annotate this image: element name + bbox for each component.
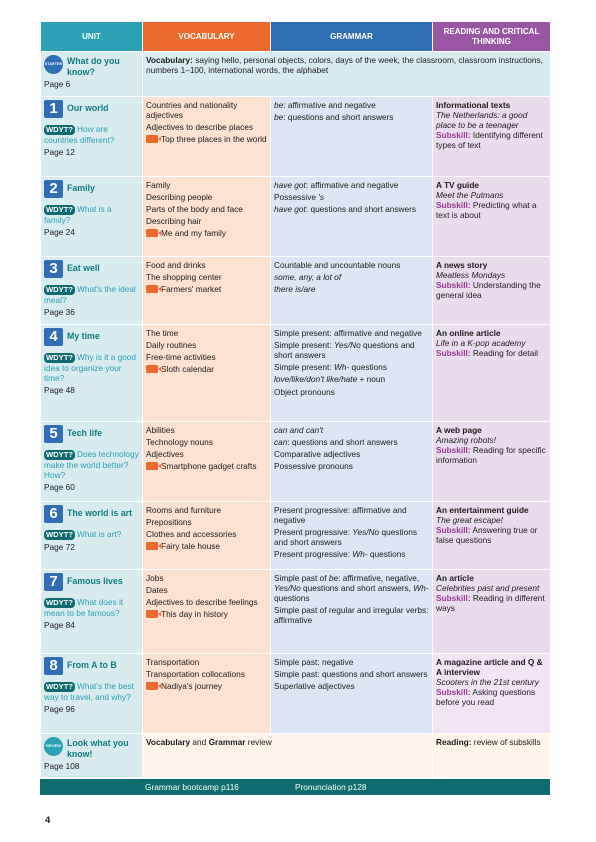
grammar-text: questions and short answers, — [300, 583, 414, 594]
vocabulary-item: Parts of the body and face — [146, 204, 243, 215]
grammar-item — [274, 461, 429, 471]
review-vocab-bold: Vocabulary — [146, 737, 191, 747]
grammar-text: Wh- — [352, 549, 368, 560]
vocabulary-cell — [143, 257, 271, 325]
review-row — [41, 734, 551, 778]
subskill — [436, 130, 547, 150]
vocabulary-item: Family — [146, 180, 171, 190]
vocabulary-item: Adjectives to describe places — [146, 122, 253, 133]
reading-title: Celebrities past and present — [436, 583, 540, 594]
wdyt-question — [44, 449, 139, 480]
reading-type: An entertainment guide — [436, 505, 529, 515]
video-title: Nadiya's journey — [161, 681, 223, 692]
unit-page: Page 60 — [44, 482, 75, 493]
grammar-bootcamp-link[interactable]: Grammar bootcamp p116 — [145, 782, 239, 792]
reading-title: Scooters in the 21st century — [436, 677, 539, 688]
reading-title: The great escape! — [436, 515, 503, 526]
vocabulary-item: Technology nouns — [146, 437, 213, 448]
unit-heading — [44, 573, 139, 591]
wdyt-question-text: Why is it a good idea to organize your time? — [44, 352, 137, 384]
contents-table — [40, 21, 551, 778]
grammar-text: Wh- — [333, 362, 350, 373]
wdyt-badge: WDYT? — [46, 353, 73, 362]
header-vocabulary: VOCABULARY — [143, 22, 271, 52]
vocabulary-item: Clothes and accessories — [146, 529, 237, 540]
subskill-label: Subskill: — [436, 593, 471, 604]
grammar-text: Countable and uncountable nouns — [274, 260, 401, 270]
grammar-text: Simple present: affirmative and negative — [274, 328, 422, 338]
video-title: Farmers' market — [161, 284, 222, 295]
unit-row — [41, 177, 551, 257]
reading-type: A TV guide — [436, 180, 480, 190]
grammar-text: Present progressive: affirmative and negative — [274, 505, 407, 526]
unit-row — [41, 502, 551, 570]
header-grammar: GRAMMAR — [271, 22, 433, 52]
unit-heading — [44, 657, 139, 675]
reading-cell — [433, 502, 551, 570]
starter-vocab-text: saying hello, personal objects, colors, days of the week, the classroom, classroom instructions, numbers 1–100, international words, the alphabet — [146, 55, 543, 76]
vocabulary-cell — [143, 422, 271, 502]
starter-row — [41, 52, 551, 97]
video-item[interactable] — [146, 609, 267, 619]
vocabulary-item: Dates — [146, 585, 168, 596]
footer-bar — [40, 779, 550, 795]
grammar-item — [274, 549, 429, 559]
grammar-text: Present progressive: — [274, 527, 353, 538]
video-item[interactable] — [146, 134, 267, 144]
grammar-text: Possessive — [274, 192, 319, 203]
grammar-item — [274, 527, 429, 547]
grammar-text: 's — [318, 192, 325, 203]
vocabulary-item: Jobs — [146, 573, 164, 583]
review-reading-bold: Reading: — [436, 737, 472, 747]
grammar-text: Present progressive: — [274, 549, 353, 560]
vocabulary-item: Food and drinks — [146, 260, 206, 270]
review-vocab-grammar-cell — [143, 734, 433, 778]
wdyt-question — [44, 204, 139, 225]
unit-number: 6 — [44, 505, 63, 523]
vocabulary-cell — [143, 654, 271, 734]
unit-cell — [41, 654, 143, 734]
subskill-label: Subskill: — [436, 130, 471, 141]
wdyt-question — [44, 124, 139, 145]
grammar-text: can — [274, 437, 288, 448]
reading-title: Meet the Putmans — [436, 190, 504, 201]
vocabulary-item: Adjectives to describe feelings — [146, 597, 258, 608]
video-item[interactable] — [146, 228, 267, 238]
grammar-text: questions — [367, 549, 406, 560]
vocabulary-item: Describing hair — [146, 216, 202, 227]
wdyt-badge: WDYT? — [46, 530, 73, 539]
unit-title: Family — [67, 183, 95, 193]
subskill-text: Understanding the general idea — [436, 280, 541, 301]
video-title: Fairy tale house — [161, 541, 221, 552]
grammar-cell — [271, 325, 433, 422]
subskill — [436, 593, 547, 613]
grammar-item — [274, 387, 429, 397]
vocabulary-item: Prepositions — [146, 517, 192, 528]
video-camera-icon — [146, 542, 158, 550]
subskill — [436, 200, 547, 220]
review-badge-icon: REVIEW — [44, 737, 63, 756]
unit-title: Eat well — [67, 263, 100, 273]
subskill-text: Reading for specific information — [436, 445, 546, 466]
wdyt-badge: WDYT? — [46, 682, 73, 691]
unit-page: Page 72 — [44, 542, 75, 552]
unit-title: Tech life — [67, 428, 103, 438]
wdyt-question — [44, 529, 139, 540]
grammar-item — [274, 374, 429, 384]
reading-cell — [433, 257, 551, 325]
grammar-item — [274, 437, 429, 447]
unit-cell — [41, 570, 143, 654]
grammar-item — [274, 260, 429, 270]
grammar-text: can and can't — [274, 425, 324, 435]
grammar-text: be — [274, 112, 284, 123]
vocabulary-cell — [143, 177, 271, 257]
vocabulary-item: Daily routines — [146, 340, 197, 351]
subskill-text: Identifying different types of text — [436, 130, 543, 151]
unit-number: 3 — [44, 260, 63, 278]
grammar-text: + noun — [357, 374, 386, 385]
review-grammar-bold: Grammar — [208, 737, 246, 747]
unit-page: Page 96 — [44, 704, 75, 715]
grammar-text: Comparative adjectives — [274, 449, 361, 460]
grammar-text: love/like/don't like/hate — [274, 374, 358, 385]
reading-cell — [433, 97, 551, 177]
starter-vocabulary-cell — [143, 52, 551, 97]
grammar-item — [274, 272, 429, 282]
unit-title: From A to B — [67, 660, 117, 670]
grammar-text: : questions and short answers — [305, 204, 417, 215]
starter-unit-cell — [41, 52, 143, 97]
wdyt-badge: WDYT? — [46, 598, 73, 607]
reading-type: An online article — [436, 328, 501, 338]
subskill — [436, 687, 547, 707]
video-item[interactable] — [146, 681, 267, 691]
reading-cell — [433, 325, 551, 422]
grammar-text: questions and short answers — [274, 340, 415, 361]
reading-type: A magazine article and Q & A interview — [436, 657, 543, 678]
header-reading: READING AND CRITICAL THINKING — [433, 22, 551, 52]
unit-cell — [41, 257, 143, 325]
unit-number: 8 — [44, 657, 63, 675]
wdyt-question-text: What's the best way to travel, and why? — [44, 681, 134, 702]
video-camera-icon — [146, 285, 158, 293]
unit-heading — [44, 180, 139, 198]
grammar-cell — [271, 422, 433, 502]
grammar-item — [274, 340, 429, 360]
video-title: Sloth calendar — [161, 364, 215, 375]
grammar-text: : questions and short answers — [287, 437, 398, 448]
video-item[interactable] — [146, 541, 267, 551]
review-reading-cell — [433, 734, 551, 778]
grammar-text: : affirmative and negative — [305, 180, 399, 190]
grammar-item — [274, 425, 429, 435]
subskill — [436, 445, 547, 465]
subskill-label: Subskill: — [436, 525, 471, 536]
video-title: Top three places in the world — [161, 134, 267, 145]
grammar-text: questions — [274, 593, 310, 604]
grammar-text: Yes/No — [333, 340, 361, 351]
grammar-item — [274, 605, 429, 625]
grammar-text: there is/are — [274, 284, 316, 295]
vocabulary-item: The time — [146, 328, 179, 338]
vocabulary-cell — [143, 97, 271, 177]
wdyt-question-text: How are countries different? — [44, 124, 115, 145]
video-item[interactable] — [146, 284, 267, 294]
video-camera-icon — [146, 229, 158, 237]
wdyt-badge: WDYT? — [46, 205, 73, 214]
reading-type: A news story — [436, 260, 488, 270]
wdyt-badge: WDYT? — [46, 285, 73, 294]
starter-badge-icon: STARTER — [44, 55, 63, 74]
grammar-item — [274, 573, 429, 603]
unit-cell — [41, 422, 143, 502]
starter-title: What do you know? — [67, 56, 120, 77]
grammar-cell — [271, 654, 433, 734]
wdyt-question-text: What does it mean to be famous? — [44, 597, 124, 618]
video-title: Me and my family — [161, 228, 227, 239]
starter-page: Page 6 — [44, 79, 71, 90]
grammar-item — [274, 328, 429, 338]
subskill-text: Reading in different ways — [436, 593, 545, 614]
grammar-text: Object pronouns — [274, 386, 335, 397]
grammar-item — [274, 681, 429, 691]
grammar-text: : affirmative, negative, — [338, 573, 420, 583]
grammar-cell — [271, 97, 433, 177]
unit-title: Our world — [67, 103, 109, 113]
grammar-text: Simple past: questions and short answers — [274, 669, 428, 680]
unit-page: Page 24 — [44, 227, 75, 238]
unit-title: The world is art — [67, 508, 133, 518]
grammar-item — [274, 669, 429, 679]
wdyt-question-text: Does technology make the world better? How? — [44, 449, 139, 481]
reading-type: A web page — [436, 425, 482, 435]
unit-heading — [44, 100, 139, 118]
unit-page: Page 48 — [44, 385, 75, 396]
grammar-cell — [271, 570, 433, 654]
unit-row — [41, 325, 551, 422]
reading-type: An article — [436, 573, 474, 583]
reading-title: Meatless Mondays — [436, 270, 506, 281]
grammar-cell — [271, 177, 433, 257]
wdyt-question-text: What's the ideal meal? — [44, 284, 136, 305]
unit-title: Famous lives — [67, 576, 123, 586]
video-camera-icon — [146, 365, 158, 373]
subskill-label: Subskill: — [436, 445, 471, 456]
unit-heading — [44, 505, 139, 523]
unit-page: Page 84 — [44, 620, 75, 631]
grammar-item — [274, 112, 429, 122]
subskill-text: Predicting what a text is about — [436, 200, 537, 221]
vocabulary-item: Countries and nationality adjectives — [146, 100, 238, 121]
review-reading-rest: review of subskills — [471, 737, 541, 747]
grammar-text: questions and short answers — [274, 527, 417, 548]
unit-number: 2 — [44, 180, 63, 198]
unit-cell — [41, 177, 143, 257]
starter-vocab-label: Vocabulary: — [146, 55, 193, 65]
unit-cell — [41, 325, 143, 422]
vocabulary-item: Abilities — [146, 425, 175, 435]
unit-number: 1 — [44, 100, 63, 118]
subskill-text: Reading for detail — [470, 348, 538, 359]
grammar-text: questions — [349, 362, 387, 373]
grammar-text: : affirmative and negative — [283, 100, 376, 110]
unit-number: 4 — [44, 328, 63, 346]
vocabulary-cell — [143, 570, 271, 654]
grammar-text: have got — [274, 180, 306, 190]
subskill — [436, 348, 547, 358]
reading-type: Informational texts — [436, 100, 511, 110]
unit-heading — [44, 260, 139, 278]
grammar-item — [274, 180, 429, 190]
unit-number: 7 — [44, 573, 63, 591]
grammar-text: Yes/No — [274, 583, 301, 594]
vocabulary-item: Adjectives — [146, 449, 184, 460]
grammar-text: Superlative adjectives — [274, 681, 355, 692]
wdyt-badge: WDYT? — [46, 125, 73, 134]
vocabulary-item: Transportation — [146, 657, 200, 667]
video-camera-icon — [146, 610, 158, 618]
wdyt-badge: WDYT? — [46, 450, 73, 459]
wdyt-question — [44, 681, 139, 702]
review-and: and — [190, 737, 209, 747]
reading-title: The Netherlands: a good place to be a teenager — [436, 110, 528, 131]
vocabulary-item: The shopping center — [146, 272, 222, 283]
grammar-text: Simple past of regular and irregular verbs: affirmative — [274, 605, 429, 626]
unit-number: 5 — [44, 425, 63, 443]
unit-heading — [44, 425, 139, 443]
unit-page: Page 12 — [44, 147, 75, 158]
subskill-label: Subskill: — [436, 200, 471, 211]
reading-cell — [433, 654, 551, 734]
grammar-text: be — [328, 573, 339, 583]
reading-title: Life in a K-pop academy — [436, 338, 526, 349]
wdyt-question-text: What is art? — [77, 529, 122, 539]
grammar-text: : questions and short answers — [283, 112, 394, 123]
video-item[interactable] — [146, 461, 267, 471]
grammar-text: be — [274, 100, 284, 110]
grammar-text: Simple present: — [274, 340, 334, 351]
header-row — [41, 22, 551, 52]
wdyt-question-text: What is a family? — [44, 204, 112, 225]
grammar-item — [274, 505, 429, 525]
reading-cell — [433, 177, 551, 257]
video-camera-icon — [146, 462, 158, 470]
subskill-text: Answering true or false questions — [436, 525, 538, 546]
wdyt-question — [44, 597, 139, 618]
reading-cell — [433, 570, 551, 654]
subskill-text: Asking questions before you read — [436, 687, 536, 708]
vocabulary-item: Transportation collocations — [146, 669, 245, 680]
grammar-text: Simple past of — [274, 573, 329, 583]
grammar-cell — [271, 502, 433, 570]
grammar-cell — [271, 257, 433, 325]
grammar-item — [274, 657, 429, 667]
unit-row — [41, 257, 551, 325]
grammar-item — [274, 204, 429, 214]
wdyt-question — [44, 352, 139, 383]
unit-title: My time — [67, 331, 100, 341]
unit-row — [41, 570, 551, 654]
video-title: This day in history — [161, 609, 228, 620]
grammar-text: have got — [274, 204, 306, 215]
subskill — [436, 525, 547, 545]
unit-row — [41, 422, 551, 502]
page-number: 4 — [45, 815, 51, 826]
video-title: Smartphone gadget crafts — [161, 461, 257, 472]
subskill-label: Subskill: — [436, 280, 471, 291]
video-camera-icon — [146, 135, 158, 143]
grammar-item — [274, 100, 429, 110]
grammar-text: Possessive pronouns — [274, 461, 353, 472]
grammar-item — [274, 362, 429, 372]
reading-cell — [433, 422, 551, 502]
vocabulary-item: Describing people — [146, 192, 213, 203]
grammar-text: Simple present: — [274, 362, 334, 373]
vocabulary-cell — [143, 325, 271, 422]
grammar-item — [274, 449, 429, 459]
video-item[interactable] — [146, 364, 267, 374]
unit-cell — [41, 97, 143, 177]
pronunciation-link[interactable]: Pronunciation p128 — [295, 782, 367, 792]
grammar-text: Wh- — [413, 583, 429, 594]
vocabulary-cell — [143, 502, 271, 570]
unit-page: Page 36 — [44, 307, 75, 318]
vocabulary-item: Free-time activities — [146, 352, 216, 363]
unit-cell — [41, 502, 143, 570]
unit-row — [41, 97, 551, 177]
review-unit-cell — [41, 734, 143, 778]
subskill — [436, 280, 547, 300]
review-vocab-rest: review — [245, 737, 272, 747]
wdyt-question — [44, 284, 139, 305]
header-unit: UNIT — [41, 22, 143, 52]
review-title: Look what you know! — [67, 738, 129, 759]
grammar-text: Simple past: negative — [274, 657, 354, 667]
video-camera-icon — [146, 682, 158, 690]
grammar-item — [274, 192, 429, 202]
vocabulary-item: Rooms and furniture — [146, 505, 222, 515]
grammar-text: some, any, a lot of — [274, 272, 342, 283]
grammar-item — [274, 284, 429, 294]
unit-heading — [44, 328, 139, 346]
grammar-text: Yes/No — [352, 527, 380, 538]
review-page: Page 108 — [44, 761, 80, 772]
subskill-label: Subskill: — [436, 348, 471, 359]
reading-title: Amazing robots! — [436, 435, 496, 446]
subskill-label: Subskill: — [436, 687, 471, 698]
unit-row — [41, 654, 551, 734]
